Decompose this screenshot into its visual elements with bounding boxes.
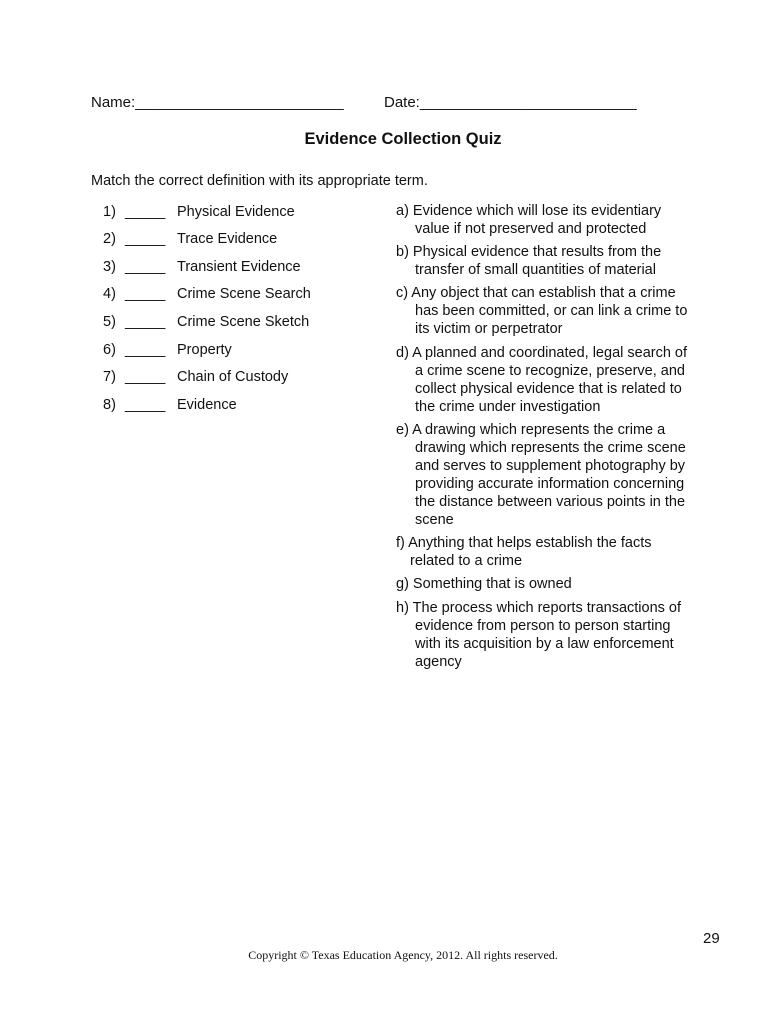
definition-line: collect physical evidence that is related to (415, 381, 682, 397)
term-number: 6) (103, 342, 116, 358)
term-label: Property (177, 342, 232, 358)
term-label: Trace Evidence (177, 231, 278, 247)
definition-line: scene (415, 512, 454, 528)
definition-line: f) Anything that helps establish the facts (396, 535, 652, 551)
definition-line: drawing which represents the crime scene (415, 440, 686, 456)
term-label: Crime Scene Sketch (177, 314, 310, 330)
definition-line: providing accurate information concerning (415, 476, 685, 492)
definition-line: the distance between various points in the (415, 494, 686, 510)
term-number: 7) (103, 369, 116, 385)
term-label: Transient Evidence (177, 259, 301, 275)
term-item (103, 286, 311, 302)
term-number: 1) (103, 204, 116, 220)
term-label: Physical Evidence (177, 204, 295, 220)
answer-blank: _____ (125, 231, 166, 247)
definition-item (396, 243, 716, 279)
page-title: Evidence Collection Quiz (304, 130, 502, 148)
definition-line: the crime under investigation (415, 399, 601, 415)
answer-blank: _____ (125, 314, 166, 330)
instructions: Match the correct definition with its appropriate term. (91, 173, 428, 189)
term-number: 2) (103, 231, 116, 247)
term-item (103, 204, 295, 220)
term-label: Evidence (177, 397, 237, 413)
definition-line: b) Physical evidence that results from the (396, 244, 662, 260)
term-item (103, 397, 237, 413)
name-field-label: Name:_________________________ (91, 94, 344, 111)
term-number: 5) (103, 314, 116, 330)
term-number: 4) (103, 286, 116, 302)
definition-line: with its acquisition by a law enforcement (415, 636, 674, 652)
definition-line: transfer of small quantities of material (415, 262, 656, 278)
term-label: Chain of Custody (177, 369, 289, 385)
definition-line: a) Evidence which will lose its evidentiary (396, 203, 662, 219)
definition-line: has been committed, or can link a crime to (415, 303, 688, 319)
definition-line: evidence from person to person starting (415, 618, 671, 634)
term-item (103, 231, 277, 247)
definition-item (396, 421, 716, 529)
definition-item (396, 534, 716, 570)
definition-item (396, 575, 716, 593)
copyright-footer: Copyright © Texas Education Agency, 2012. All rights reserved. (248, 948, 558, 962)
date-field-label: Date:__________________________ (384, 94, 637, 111)
definition-line: and serves to supplement photography by (415, 458, 686, 474)
term-label: Crime Scene Search (177, 286, 311, 302)
definition-line: related to a crime (410, 553, 523, 569)
definition-line: d) A planned and coordinated, legal search of (396, 345, 688, 361)
answer-blank: _____ (125, 397, 166, 413)
definition-item (396, 599, 716, 671)
definition-line: h) The process which reports transactions of (396, 600, 682, 616)
page-number: 29 (703, 930, 720, 947)
answer-blank: _____ (125, 342, 166, 358)
definition-line: g) Something that is owned (396, 576, 572, 592)
definition-line: c) Any object that can establish that a crime (396, 285, 676, 301)
definition-line: value if not preserved and protected (415, 221, 647, 237)
definition-line: its victim or perpetrator (415, 321, 563, 337)
definition-line: agency (415, 654, 462, 670)
answer-blank: _____ (125, 259, 166, 275)
answer-blank: _____ (125, 204, 166, 220)
term-item (103, 314, 309, 330)
definition-line: a crime scene to recognize, preserve, and (415, 363, 685, 379)
term-item (103, 259, 301, 275)
definition-item (396, 344, 716, 416)
definition-item (396, 202, 716, 238)
answer-blank: _____ (125, 369, 166, 385)
answer-blank: _____ (125, 286, 166, 302)
term-number: 8) (103, 397, 116, 413)
term-number: 3) (103, 259, 116, 275)
term-item (103, 369, 288, 385)
term-item (103, 342, 232, 358)
definition-item (396, 284, 716, 338)
definition-line: e) A drawing which represents the crime a (396, 422, 666, 438)
